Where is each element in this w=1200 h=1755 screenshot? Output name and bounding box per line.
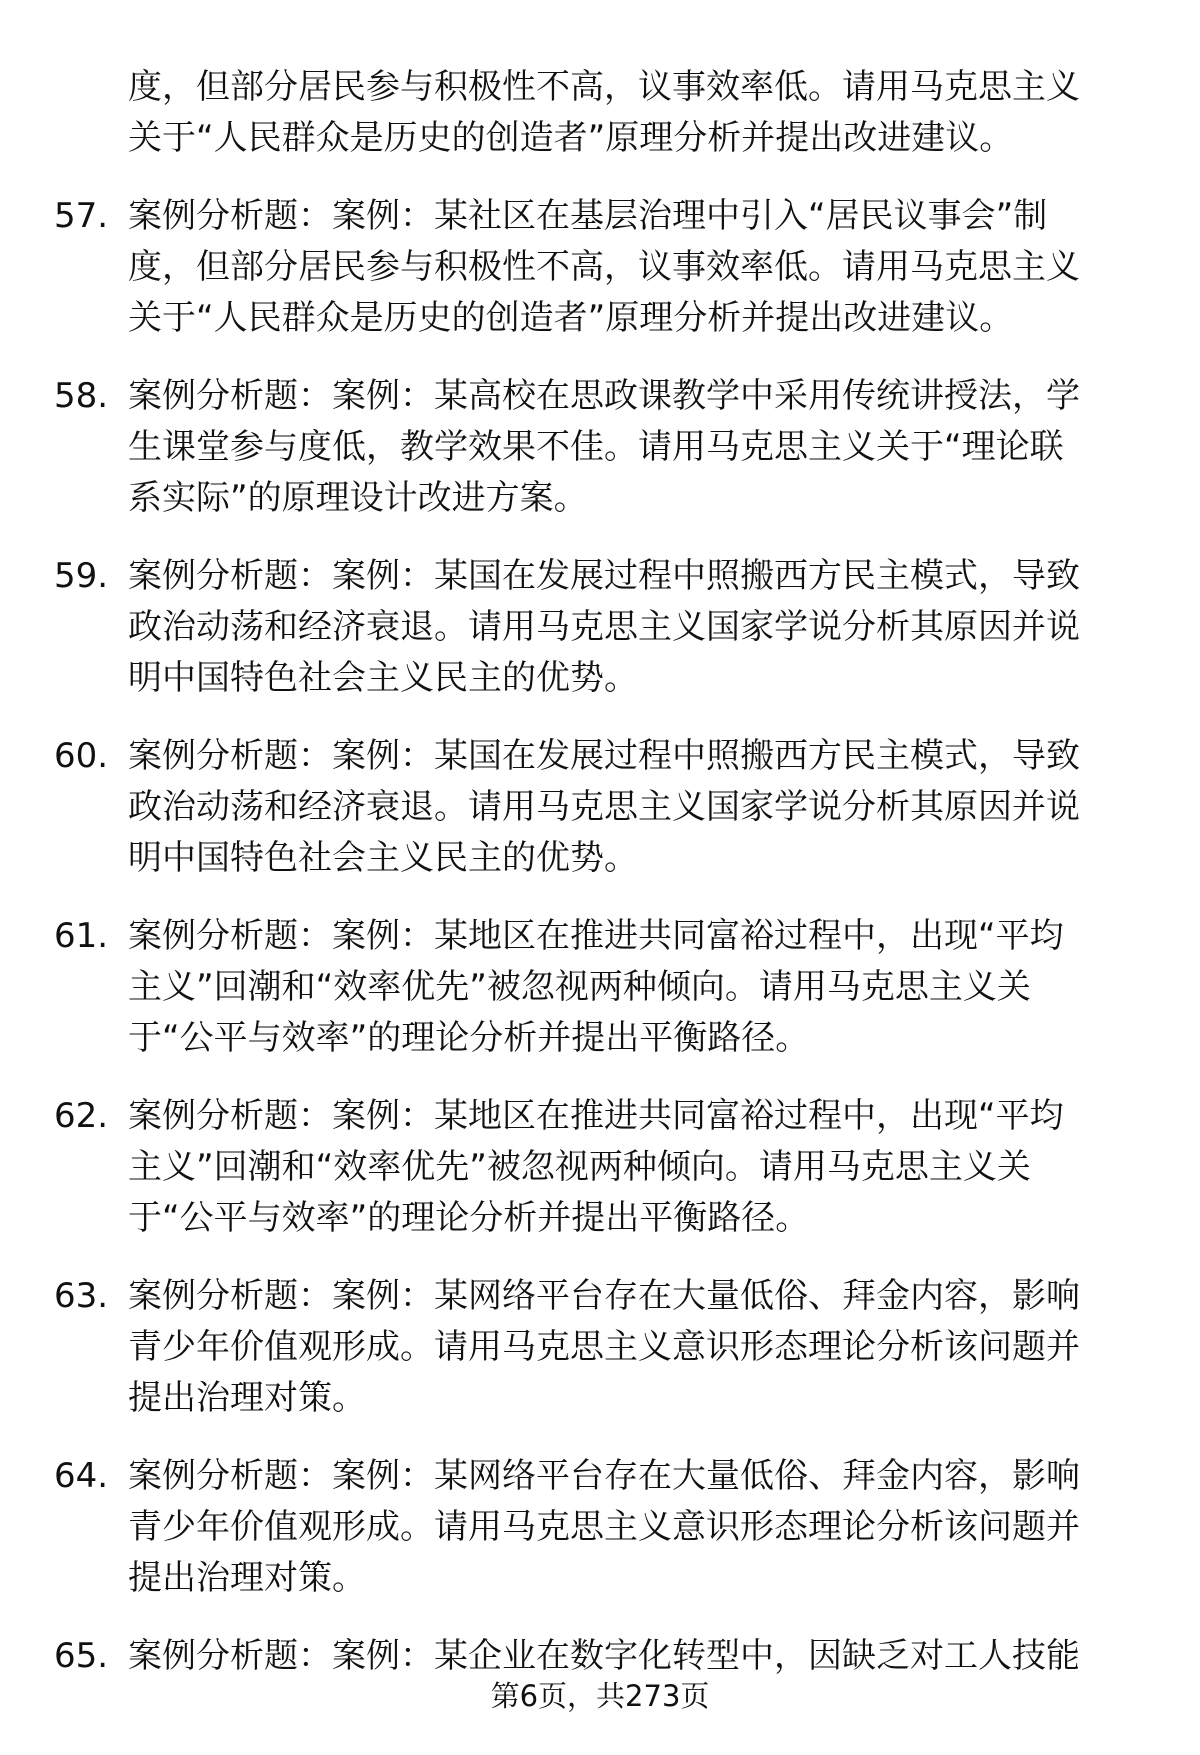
question-text-line: 提出治理对策。: [128, 1558, 366, 1598]
question-text-line: 生课堂参与度低，教学效果不佳。请用马克思主义关于“理论联: [128, 427, 1064, 467]
question-text-line: 明中国特色社会主义民主的优势。: [128, 838, 638, 878]
question-text-line: 案例分析题：案例：某国在发展过程中照搬西方民主模式，导致: [128, 556, 1080, 596]
question-text-line: 案例分析题：案例：某网络平台存在大量低俗、拜金内容，影响: [128, 1276, 1080, 1316]
question-number: 58.: [54, 376, 109, 416]
question-text-line: 案例分析题：案例：某国在发展过程中照搬西方民主模式，导致: [128, 736, 1080, 776]
question-text-line: 系实际”的原理设计改进方案。: [128, 478, 588, 518]
question-text-line: 案例分析题：案例：某地区在推进共同富裕过程中，出现“平均: [128, 916, 1064, 956]
question-number: 59.: [54, 556, 109, 596]
question-item: [0, 911, 1200, 1064]
question-text-line: 提出治理对策。: [128, 1378, 366, 1418]
question-text-line: 于“公平与效率”的理论分析并提出平衡路径。: [128, 1198, 810, 1238]
question-number: 63.: [54, 1276, 109, 1316]
question-item: [0, 1631, 1200, 1682]
question-number: 60.: [54, 736, 109, 776]
question-text-line: 案例分析题：案例：某网络平台存在大量低俗、拜金内容，影响: [128, 1456, 1080, 1496]
question-item: [0, 551, 1200, 704]
question-text-line: 案例分析题：案例：某企业在数字化转型中，因缺乏对工人技能: [128, 1636, 1080, 1676]
page-footer: 第6页，共273页: [490, 1679, 710, 1713]
question-text-line: 案例分析题：案例：某社区在基层治理中引入“居民议事会”制: [128, 196, 1048, 236]
question-text-line: 关于“人民群众是历史的创造者”原理分析并提出改进建议。: [128, 298, 1014, 338]
question-item: [0, 1091, 1200, 1244]
question-item: [0, 191, 1200, 344]
question-number: 61.: [54, 916, 109, 956]
question-text-line: 度，但部分居民参与积极性不高，议事效率低。请用马克思主义: [128, 67, 1080, 107]
question-text-line: 主义”回潮和“效率优先”被忽视两种倾向。请用马克思主义关: [128, 967, 1031, 1007]
question-text-line: 案例分析题：案例：某地区在推进共同富裕过程中，出现“平均: [128, 1096, 1064, 1136]
question-item: [0, 1271, 1200, 1424]
question-number: 65.: [54, 1636, 109, 1676]
question-item: [0, 731, 1200, 884]
question-text-line: 明中国特色社会主义民主的优势。: [128, 658, 638, 698]
question-text-line: 于“公平与效率”的理论分析并提出平衡路径。: [128, 1018, 810, 1058]
question-text-line: 案例分析题：案例：某高校在思政课教学中采用传统讲授法，学: [128, 376, 1080, 416]
question-text-line: 关于“人民群众是历史的创造者”原理分析并提出改进建议。: [128, 118, 1014, 158]
question-number: 57.: [54, 196, 109, 236]
document-body: [0, 62, 1200, 1709]
question-text-line: 主义”回潮和“效率优先”被忽视两种倾向。请用马克思主义关: [128, 1147, 1031, 1187]
question-text-line: 青少年价值观形成。请用马克思主义意识形态理论分析该问题并: [128, 1507, 1080, 1547]
question-item: [0, 371, 1200, 524]
question-text-line: 青少年价值观形成。请用马克思主义意识形态理论分析该问题并: [128, 1327, 1080, 1367]
question-number: 62.: [54, 1096, 109, 1136]
question-text-line: 度，但部分居民参与积极性不高，议事效率低。请用马克思主义: [128, 247, 1080, 287]
question-text-line: 政治动荡和经济衰退。请用马克思主义国家学说分析其原因并说: [128, 607, 1080, 647]
question-number: 64.: [54, 1456, 109, 1496]
question-text-line: 政治动荡和经济衰退。请用马克思主义国家学说分析其原因并说: [128, 787, 1080, 827]
question-continuation: [0, 62, 1200, 164]
question-item: [0, 1451, 1200, 1604]
